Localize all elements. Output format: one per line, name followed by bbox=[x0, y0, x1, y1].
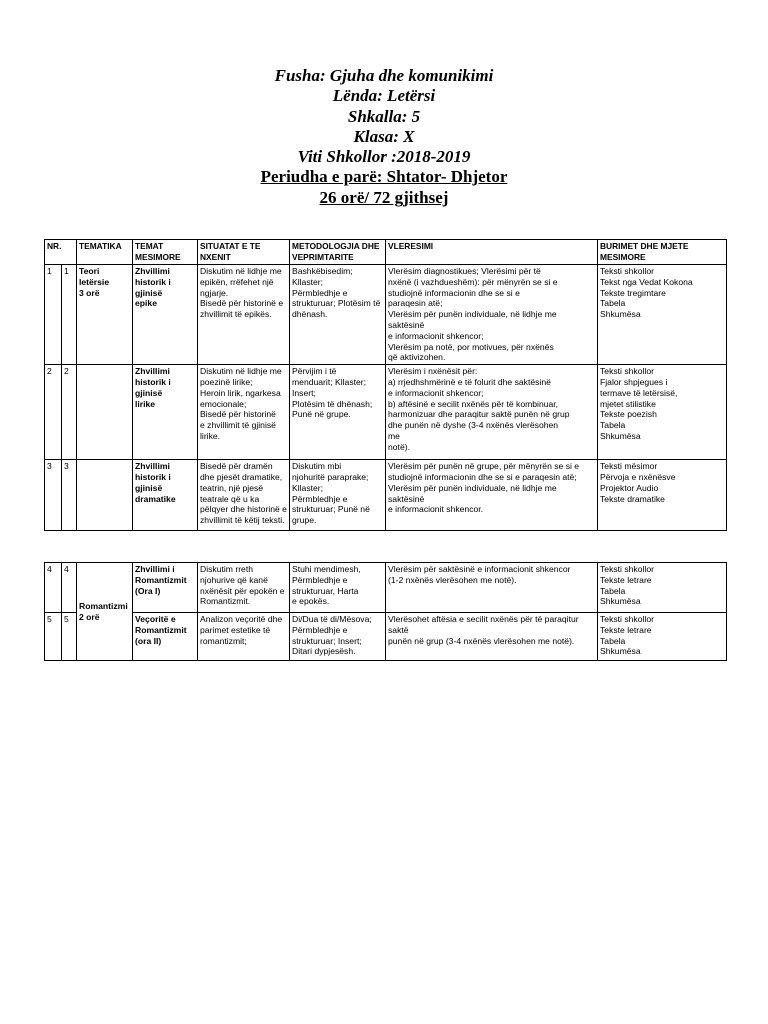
col-tematika: TEMATIKA bbox=[77, 240, 133, 265]
row-burimet: Teksti mësimor Përvoja e nxënësve Projektor Audio Tekste dramatike bbox=[598, 460, 727, 531]
row-situatat: Bisedë për dramën dhe pjesët dramatike, teatrin, një pjesë teatrale që u ka pëlqyer dhe historinë e zhvillimit të këtij teksti. bbox=[198, 460, 290, 531]
row-vleresimi: Vlerësim diagnostikues; Vlerësimi për të nxënë (i vazhdueshëm): për mënyrën se si e studiojnë informacionin dhe se si e paraqesin atë; Vlerësim për punën individuale, në lidhje me saktësinë e informacionit shkencor; Vlerësim pa notë, por motivues, për nxënës që aktivizohen. bbox=[386, 265, 598, 365]
row-temat: Veçoritë e Romantizmit (ora II) bbox=[133, 613, 198, 661]
subject-name: Lënda: Letërsi bbox=[332, 86, 436, 106]
row-nr: 5 bbox=[45, 613, 62, 661]
table-header-row bbox=[45, 240, 727, 265]
row-vleresimi: Vlerësim i nxënësit për: a) rrjedhshmërinë e të folurit dhe saktësinë e informacionit shkencor; b) aftësinë e secilit nxënës për të kombinuar, harmonizuar dhe paraqitur saktë punën në grup dhe punën në dyshe (3-4 nxënës vlerësohen me notë). bbox=[386, 365, 598, 460]
col-metodologjia: METODOLOGJIA DHE VEPRIMTARITE bbox=[290, 240, 386, 265]
row-nr: 3 bbox=[45, 460, 62, 531]
row-tematika: Romantizmi 2 orë bbox=[77, 563, 133, 661]
row-vleresimi: Vlerësim për punën në grupe, për mënyrën se si e studiojnë informacionin dhe se si e paraqesin atë; Vlerësim për punën individuale, në lidhje me saktësinë e informacionit shkencor. bbox=[386, 460, 598, 531]
row-situatat: Diskutim në lidhje me poezinë lirike; Heroin lirik, ngarkesa emocionale; Bisedë për historinë e zhvillimit të gjinisë lirike. bbox=[198, 365, 290, 460]
row-burimet: Teksti shkollor Tekste letrare Tabela Shkumësa bbox=[598, 613, 727, 661]
row-metodologjia: Përvijim i të menduarit; Kllaster; Insert; Plotësim të dhënash; Punë në grupe. bbox=[290, 365, 386, 460]
row-nr-sub: 3 bbox=[62, 460, 77, 531]
row-situatat: Diskutim në lidhje me epikën, rrëfehet një ngjarje. Bisedë për historinë e zhvillimit të epikës. bbox=[198, 265, 290, 365]
subject-field: Fusha: Gjuha dhe komunikimi bbox=[274, 66, 494, 85]
row-nr: 2 bbox=[45, 365, 62, 460]
row-metodologjia: Bashkëbisedim; Kllaster; Përmbledhje e strukturuar; Plotësim të dhënash. bbox=[290, 265, 386, 365]
row-situatat: Diskutim rreth njohurive që kanë nxënësit për epokën e Romantizmit. bbox=[198, 563, 290, 613]
hours-total: 26 orë/ 72 gjithsej bbox=[319, 187, 449, 207]
row-nr: 1 bbox=[45, 265, 62, 365]
row-metodologjia: Stuhi mendimesh, Përmbledhje e strukturuar, Harta e epokës. bbox=[290, 563, 386, 613]
col-situatat: SITUATAT E TE NXENIT bbox=[198, 240, 290, 265]
school-year: Viti Shkollor :2018-2019 bbox=[297, 147, 471, 167]
row-situatat: Analizon veçoritë dhe parimet estetike të romantizmit; bbox=[198, 613, 290, 661]
row-metodologjia: Diskutim mbi njohuritë paraprake; Kllaster; Përmbledhje e strukturuar; Punë në grupe. bbox=[290, 460, 386, 531]
row-temat: Zhvillimi historik i gjinisë lirike bbox=[133, 365, 198, 460]
row-burimet: Teksti shkollor Tekste letrare Tabela Shkumësa bbox=[598, 563, 727, 613]
plan-table-1 bbox=[44, 239, 727, 531]
table-row bbox=[45, 460, 727, 531]
row-burimet: Teksti shkollor Tekst nga Vedat Kokona Tekste tregimtare Tabela Shkumësa bbox=[598, 265, 727, 365]
row-nr-sub: 2 bbox=[62, 365, 77, 460]
row-nr-sub: 4 bbox=[62, 563, 77, 613]
row-nr-sub: 1 bbox=[62, 265, 77, 365]
document-header bbox=[0, 66, 768, 208]
row-vleresimi: Vlerësohet aftësia e secilit nxënës për të paraqitur saktë punën në grup (3-4 nxënës vlerësohen me notë). bbox=[386, 613, 598, 661]
col-temat: TEMAT MESIMORE bbox=[133, 240, 198, 265]
row-metodologjia: Di/Dua të di/Mësova; Përmbledhje e strukturuar; Insert; Ditari dypjesësh. bbox=[290, 613, 386, 661]
col-nr: NR. bbox=[45, 240, 77, 265]
row-nr-sub: 5 bbox=[62, 613, 77, 661]
row-burimet: Teksti shkollor Fjalor shpjegues i termave të letërsisë, mjetet stilistike Tekste poezish Tabela Shkumësa bbox=[598, 365, 727, 460]
row-vleresimi: Vlerësim për saktësinë e informacionit shkencor (1-2 nxënës vlerësohen me notë). bbox=[386, 563, 598, 613]
row-temat: Zhvillimi i Romantizmit (Ora I) bbox=[133, 563, 198, 613]
period: Periudha e parë: Shtator- Dhjetor bbox=[260, 167, 508, 187]
table-row bbox=[45, 563, 727, 613]
plan-table-2 bbox=[44, 562, 727, 661]
table-row bbox=[45, 365, 727, 460]
row-tematika: Teori letërsie 3 orë bbox=[77, 265, 133, 365]
level: Shkalla: 5 bbox=[347, 106, 421, 126]
col-burimet: BURIMET DHE MJETE MESIMORE bbox=[598, 240, 727, 265]
row-temat: Zhvillimi historik i gjinisë epike bbox=[133, 265, 198, 365]
row-tematika bbox=[77, 460, 133, 531]
table-row bbox=[45, 265, 727, 365]
col-vleresimi: VLERESIMI bbox=[386, 240, 598, 265]
row-nr: 4 bbox=[45, 563, 62, 613]
table-row bbox=[45, 613, 727, 661]
row-tematika bbox=[77, 365, 133, 460]
row-temat: Zhvillimi historik i gjinisë dramatike bbox=[133, 460, 198, 531]
class: Klasa: X bbox=[353, 126, 415, 146]
